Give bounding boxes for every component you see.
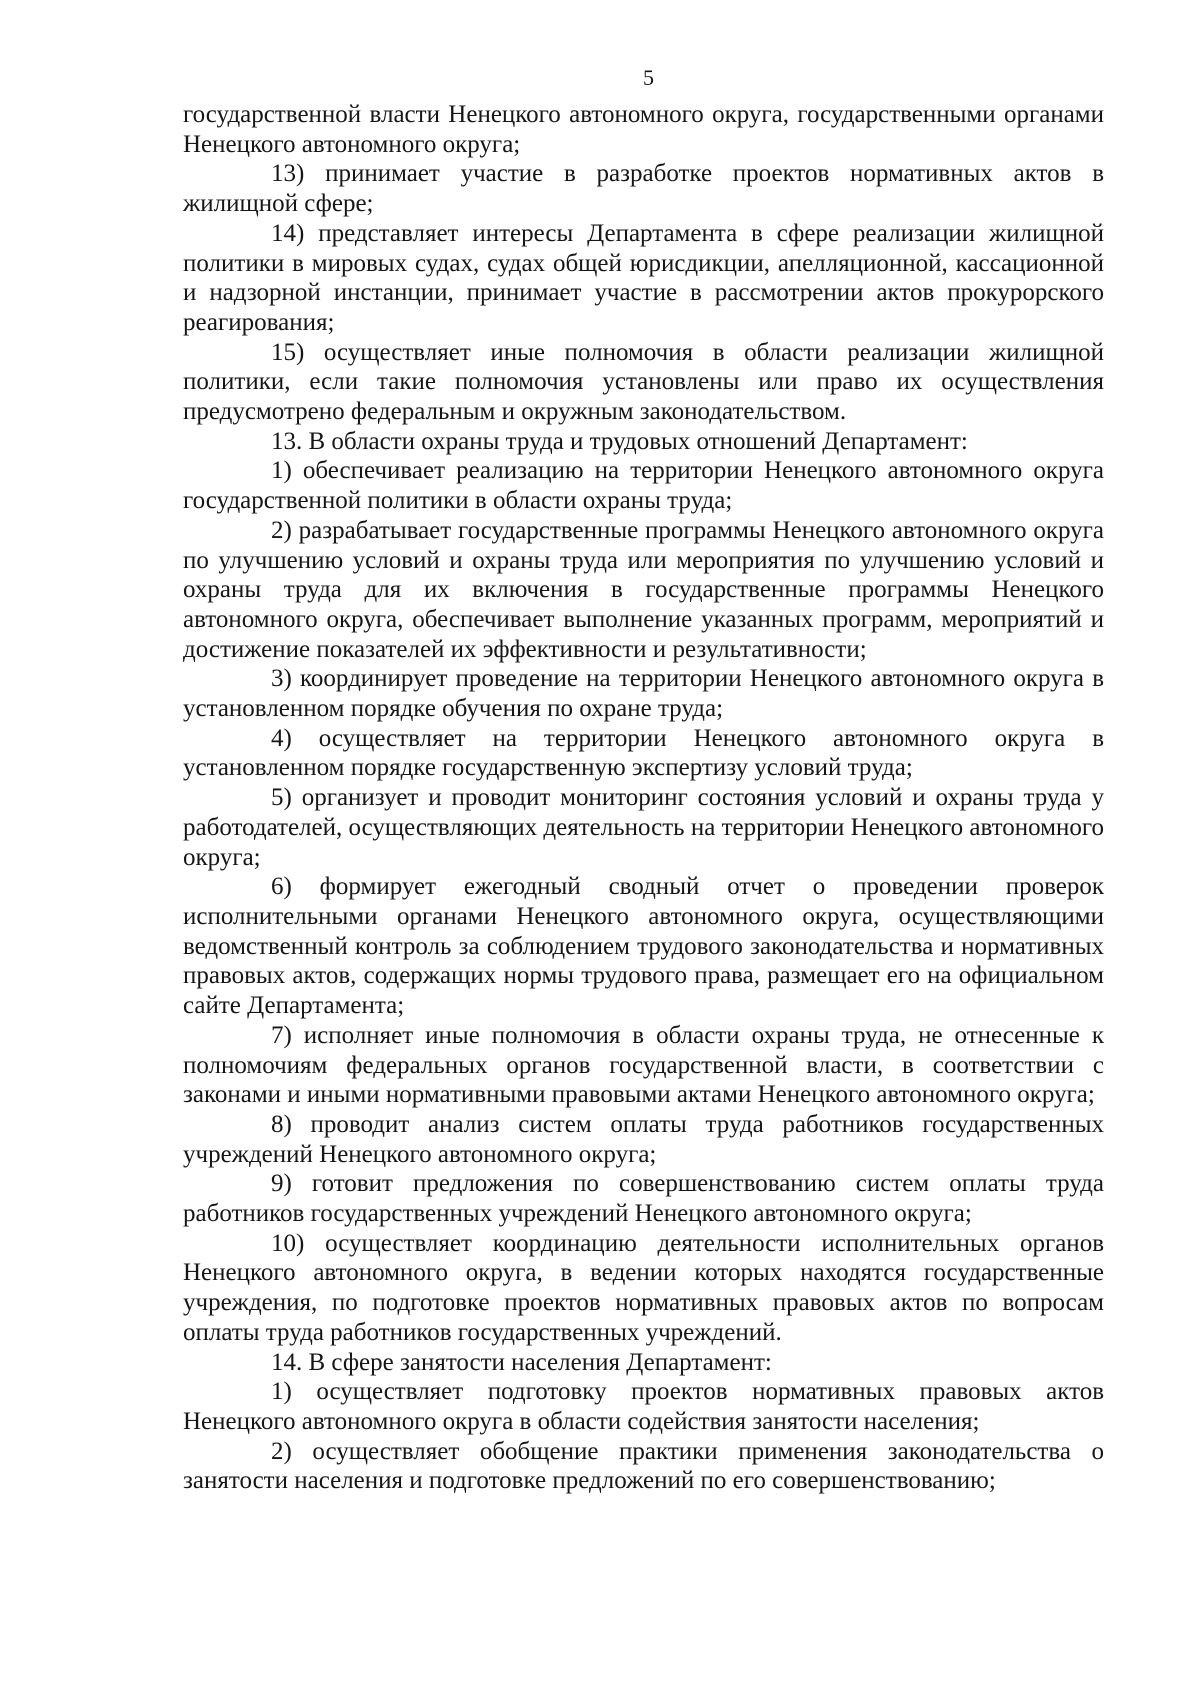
paragraph: 5) организует и проводит мониторинг состояния условий и охраны труда у работодателей, осуществляющих деятельность на территории Ненецкого автономного округа; — [183, 784, 1104, 871]
page-number: 5 — [643, 65, 654, 90]
paragraph: 13) принимает участие в разработке проектов нормативных актов в жилищной сфере; — [183, 160, 1104, 218]
document-body — [183, 100, 1104, 1496]
paragraph: 1) обеспечивает реализацию на территории Ненецкого автономного округа государственной политики в области охраны труда; — [183, 457, 1104, 515]
paragraph: государственной власти Ненецкого автономного округа, государственными органами Ненецкого автономного округа; — [183, 101, 1104, 158]
paragraph: 13. В области охраны труда и трудовых отношений Департамент: — [271, 427, 968, 455]
paragraph: 2) разрабатывает государственные программы Ненецкого автономного округа по улучшению условий и охраны труда или мероприятия по улучшению условий и охраны труда для их включения в государственные программы Ненецкого автономного округа, обеспечивает выполнение указанных программ, мероприятий и достижение показателей их эффективности и результативности; — [183, 516, 1104, 663]
paragraph: 7) исполняет иные полномочия в области охраны труда, не отнесенные к полномочиям федеральных органов государственной власти, в соответствии с законами и иными нормативными правовыми актами Ненецкого автономного округа; — [183, 1021, 1104, 1109]
paragraph: 3) координирует проведение на территории Ненецкого автономного округа в установленном порядке обучения по охране труда; — [183, 665, 1104, 723]
paragraph: 9) готовит предложения по совершенствованию систем оплаты труда работников государственных учреждений Ненецкого автономного округа; — [183, 1170, 1104, 1228]
paragraph: 6) формирует ежегодный сводный отчет о проведении проверок исполнительными органами Ненецкого автономного округа, осуществляющими ведомственный контроль за соблюдением трудового законодательства и нормативных правовых актов, содержащих нормы трудового права, размещает его на официальном сайте Департамента; — [183, 873, 1104, 1020]
paragraph: 14. В сфере занятости населения Департамент: — [271, 1348, 772, 1376]
paragraph: 2) осуществляет обобщение практики применения законодательства о занятости населения и подготовке предложений по его совершенствованию; — [183, 1437, 1104, 1495]
paragraph: 8) проводит анализ систем оплаты труда работников государственных учреждений Ненецкого автономного округа; — [183, 1110, 1104, 1168]
paragraph: 15) осуществляет иные полномочия в области реализации жилищной политики, если такие полномочия установлены или право их осуществления предусмотрено федеральным и окружным законодательством. — [183, 338, 1104, 426]
paragraph: 4) осуществляет на территории Ненецкого автономного округа в установленном порядке государственную экспертизу условий труда; — [183, 724, 1104, 782]
paragraph: 14) представляет интересы Департамента в сфере реализации жилищной политики в мировых судах, судах общей юрисдикции, апелляционной, кассационной и надзорной инстанции, принимает участие в рассмотрении актов прокурорского реагирования; — [183, 219, 1104, 336]
paragraph: 10) осуществляет координацию деятельности исполнительных органов Ненецкого автономного округа, в ведении которых находятся государственные учреждения, по подготовке проектов нормативных правовых актов по вопросам оплаты труда работников государственных учреждений. — [183, 1229, 1104, 1346]
paragraph: 1) осуществляет подготовку проектов нормативных правовых актов Ненецкого автономного округа в области содействия занятости населения; — [183, 1378, 1104, 1435]
